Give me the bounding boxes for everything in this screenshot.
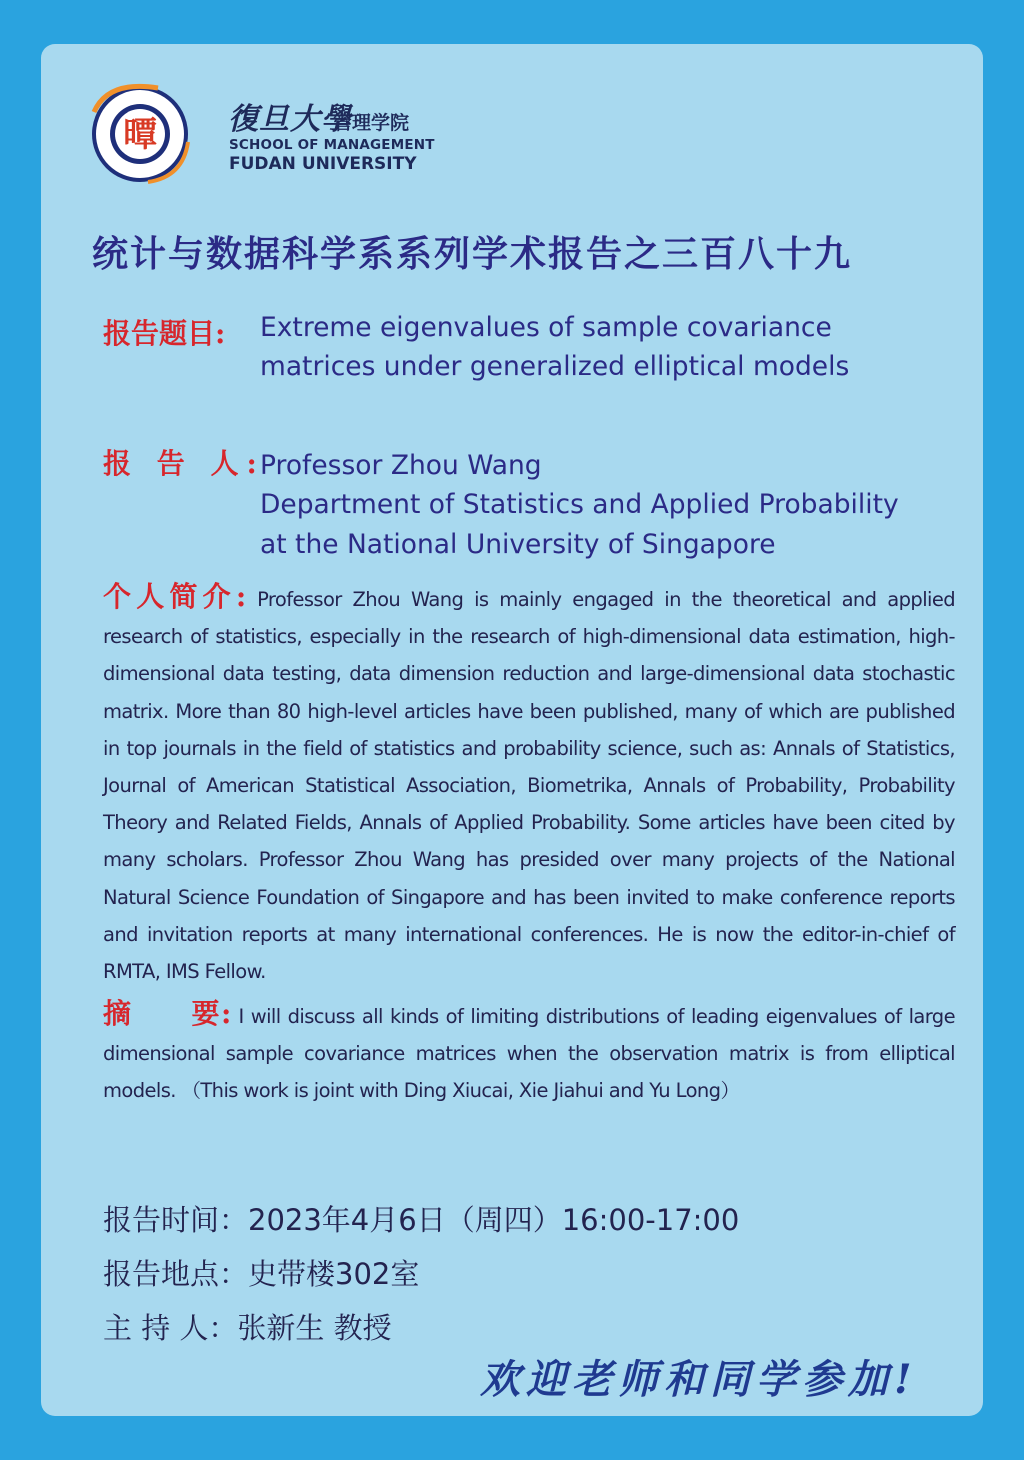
welcome-message: 欢迎老师和同学参加! [480,1356,918,1403]
abstract-paragraph [103,995,955,1110]
topic-label: 报告题目: [103,317,226,350]
topic-line-1: Extreme eigenvalues of sample covariance [260,312,832,343]
university-name-en: FUDAN UNIVERSITY [229,154,417,174]
bio-text: Professor Zhou Wang is mainly engaged in the theoretical and applied research of statistics, especially in the research of high-dimensional data estimation, high-dimensional data testing, data dimension reduction and large-dimensional data stochastic matrix. More than 80 high-level articles have been published, many of which are published in top journals in the field of statistics and probability science, such as: Annals of Statistics, Journal of American Statistical Association, Biometrika, Annals of Probability, Probability Theory and Related Fields, Annals of Applied Probability. Some articles have been cited by many scholars. Professor Zhou Wang has presided over many projects of the National Natural Science Foundation of Singapore and has been invited to make conference reports and invitation reports at many international conferences. He is now the editor-in-chief of RMTA, IMS Fellow. [103,588,955,984]
svg-text:曋: 曋 [123,115,157,155]
speaker-university: at the National University of Singapore [260,529,776,560]
report-host: 主 持 人：张新生 教授 [103,1311,392,1345]
abstract-text: I will discuss all kinds of limiting distributions of leading eigenvalues of large dimensional sample covariance matrices when the observation matrix is from elliptical models. （This work is joint with Ding Xiucai, Xie Jiahui and Yu Long） [103,1005,955,1103]
speaker-label: 报 告 人: [103,447,265,480]
abstract-label: 摘 要: [103,997,232,1030]
school-name-cn: 管理学院 [333,112,410,134]
university-name-cn: 復旦大學 [228,102,352,137]
report-time: 报告时间：2023年4月6日（周四）16:00-17:00 [103,1203,740,1237]
bio-label: 个人简介: [103,580,247,613]
speaker-name: Professor Zhou Wang [260,450,542,481]
speaker-department: Department of Statistics and Applied Probability [260,489,899,520]
report-place: 报告地点：史带楼302室 [103,1257,420,1291]
school-name-en: SCHOOL OF MANAGEMENT [229,137,435,153]
poster-title: 统计与数据科学系系列学术报告之三百八十九 [92,234,853,275]
bio-paragraph [103,578,955,990]
topic-line-2: matrices under generalized elliptical models [260,351,850,382]
